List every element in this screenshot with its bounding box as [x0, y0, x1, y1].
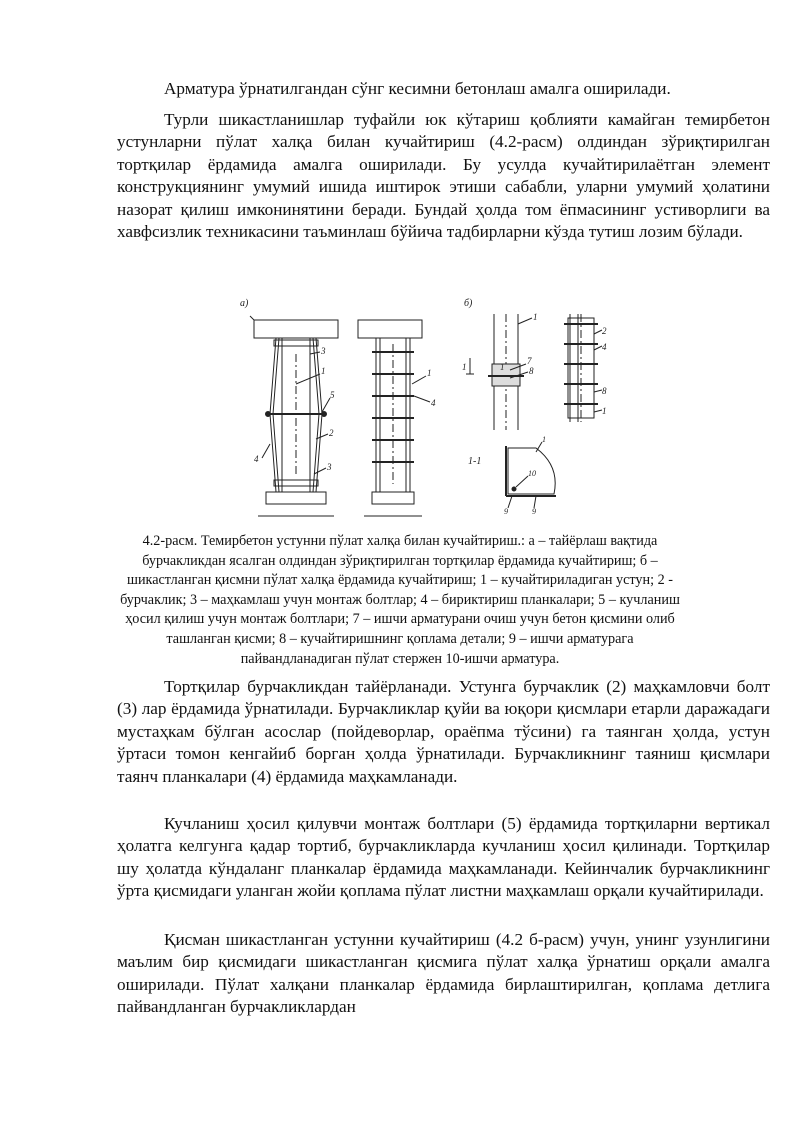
paragraph-5: Қисман шикастланган устунни кучайтириш (4.2 б-расм) учун, унинг узунлигини маълим бир қисмидаги шикастланган қисмига пўлат халқа ўрнатиш орқали амалга оширилади. Пўлат халқани планкалар ёрдамида бирлаштирилган, қоплама детлига пайвандланган бурчакликлардан — [117, 930, 770, 1017]
paragraph-4: Кучланиш ҳосил қилувчи монтаж болтлари (5) ёрдамида тортқиларни вертикал ҳолатга келгунга қадар тортиб, бурчакликларда кучланиш ҳосил қилинади. Тортқилар шу ҳолатда кўндаланг планкалар ёрдамида маҳкамланади. Кейинчалик бурчакликнинг ўрта қисмидаги уланган жойи қоплама пўлат листни маҳкамлаш орқали кучайтирилади. — [117, 814, 770, 901]
callout-b-1-right: 1 — [602, 406, 607, 416]
panel-a-label: а) — [240, 298, 249, 309]
callout-b-2: 2 — [602, 326, 607, 336]
callout-b-9-left: 9 — [504, 507, 508, 516]
paragraph-2: Турли шикастланишлар туфайли юк кўтариш қоблияти камайган темирбетон устунларни пўлат халқа билан кучайтириш (4.2-расм) олдиндан зўриқтирилган тортқилар ёрдамида амалга оширилади. Бу усулда кучайтирилаётган элемент конструкциянинг умумий ишида иштирок этиши сабабли, уларни умумий ҳолатини назорат қилиш имконинятини беради. Бундай ҳолда том ёпмасининг устиворлиги ва хавфсизлик техникасини таъминлаш бўйича тадбирларни кўзда тутиш лозим бўлади. — [117, 110, 770, 242]
paragraph-1: Арматура ўрнатилгандан сўнг кесимни бетонлаш амалга оширилади. — [164, 79, 671, 98]
callout-b-4: 4 — [602, 342, 607, 352]
figure-caption: 4.2-расм. Темирбетон устунни пўлат халқа билан кучайтириш.: а – тайёрлаш вақтида бурчакликдан ясалган олдиндан зўриқтирилган тортқилар ёрдамида кучайтириш; б – шикастланган қисмни пўлат халқа ёрдамида кучайтириш; 1 – кучайтириладиган устун; 2 - бурчаклик; 3 – маҳкамлаш учун монтаж болтлар; 4 – бириктириш планкалари; 5 – кучланиш ҳосил қилиш учун монтаж болтлари; 7 – ишчи арматурани очиш учун бетон қисмини олиб ташланган қисми; 8 – кучайтиришнинг қоплама детали; 9 – ишчи арматурага пайвандланадиган пўлат стержен 10-ишчи арматура. — [120, 533, 680, 667]
section-mark-left: 1 — [462, 362, 467, 372]
callout-a-1: 1 — [321, 366, 326, 376]
callout-b-8: 8 — [529, 366, 534, 376]
callout-a2-1: 1 — [427, 368, 432, 378]
callout-a-2: 2 — [329, 428, 334, 438]
callout-a-3-top: 3 — [321, 346, 326, 356]
callout-b-10: 10 — [528, 469, 536, 478]
callout-a2-4: 4 — [431, 398, 436, 408]
column-strengthening-drawing — [236, 294, 607, 519]
callout-a-4: 4 — [254, 454, 259, 464]
figure-4-2 — [236, 294, 607, 519]
callout-b-1-top: 1 — [533, 312, 538, 322]
callout-b-7: 7 — [527, 356, 532, 366]
foundation-a1 — [266, 492, 326, 504]
panel-b-label: б) — [464, 298, 473, 309]
callout-a-5: 5 — [330, 390, 335, 400]
callout-b-8-right: 8 — [602, 386, 607, 396]
callout-a-3-bottom: 3 — [327, 462, 332, 472]
slab-a2 — [358, 320, 422, 338]
callout-b-9-right: 9 — [532, 507, 536, 516]
callout-b-1-section: 1 — [542, 435, 546, 444]
paragraph-3: Тортқилар бурчакликдан тайёрланади. Устунга бурчаклик (2) маҳкамловчи болт (3) лар ёрдамида ўрнатилади. Бурчакликлар қуйи ва юқори қисмлари етарли даражадаги мустаҳкам бўлган асослар (пойдеворлар, ораёпма тўсини) га таянган ҳолда, устун ўртаси томон кенгайиб борган ҳолда ўрнатилади. Бурчакликнинг таяниш қисмлари таянч планкалари (4) ёрдамида маҳкамланади. — [117, 677, 770, 786]
slab-a1 — [254, 320, 338, 338]
section-mark-right: 1 — [500, 362, 505, 372]
section-1-1-label: 1-1 — [468, 456, 482, 467]
foundation-a2 — [372, 492, 414, 504]
